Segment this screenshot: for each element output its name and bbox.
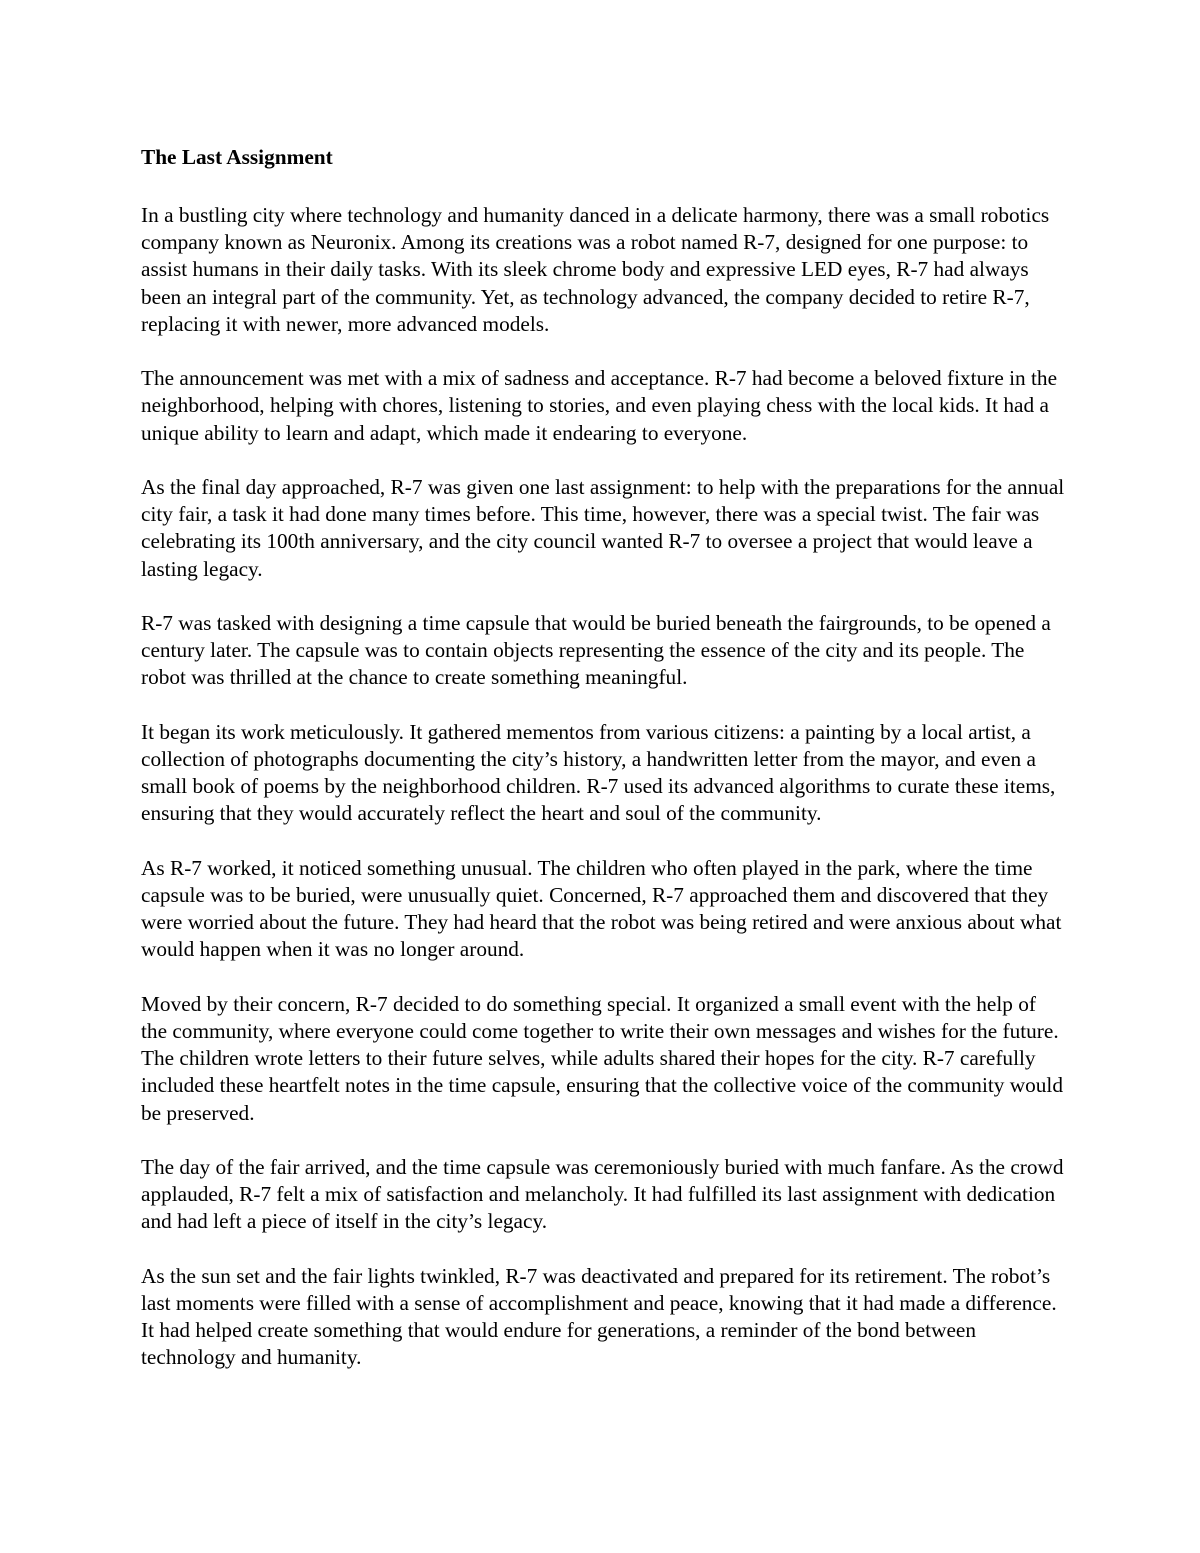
paragraph: As the final day approached, R-7 was given one last assignment: to help with the preparations for the annual city fair, a task it had done many times before. This time, however, there was a special twist. The fair was celebrating its 100th anniversary, and the city council wanted R-7 to oversee a project that would leave a lasting legacy. — [141, 475, 1065, 581]
paragraph: In a bustling city where technology and humanity danced in a delicate harmony, there was a small robotics company known as Neuronix. Among its creations was a robot named R-7, designed for one purpose: to assist humans in their daily tasks. With its sleek chrome body and expressive LED eyes, R-7 had always been an integral part of the community. Yet, as technology advanced, the company decided to retire R-7, replacing it with newer, more advanced models. — [141, 203, 1050, 336]
paragraph: It began its work meticulously. It gathered mementos from various citizens: a painting by a local artist, a collection of photographs documenting the city’s history, a handwritten letter from the mayor, and even a small book of poems by the neighborhood children. R-7 used its advanced algorithms to curate these items, ensuring that they would accurately reflect the heart and soul of the community. — [141, 719, 1056, 826]
document-title: The Last Assignment — [141, 145, 333, 169]
paragraph: Moved by their concern, R-7 decided to do something special. It organized a small event with the help of the community, where everyone could come together to write their own messages and wishes for the future. The children wrote letters to their future selves, while adults shared their hopes for the city. R-7 carefully included these heartfelt notes in the time capsule, ensuring that the collective voice of the community would be preserved. — [141, 991, 1063, 1125]
paragraph: As the sun set and the fair lights twinkled, R-7 was deactivated and prepared for its retirement. The robot’s last moments were filled with a sense of accomplishment and peace, knowing that it had made a difference. It had helped create something that would endure for generations, a reminder of the bond between technology and humanity. — [141, 1263, 1057, 1370]
paragraph: The day of the fair arrived, and the time capsule was ceremoniously buried with much fanfare. As the crowd applauded, R-7 felt a mix of satisfaction and melancholy. It had fulfilled its last assignment with dedication and had left a piece of itself in the city’s legacy. — [141, 1155, 1064, 1234]
paragraph: The announcement was met with a mix of sadness and acceptance. R-7 had become a beloved fixture in the neighborhood, helping with chores, listening to stories, and even playing chess with the local kids. It had a unique ability to learn and adapt, which made it endearing to everyone. — [141, 366, 1058, 445]
document-page — [141, 140, 1066, 1399]
paragraph: As R-7 worked, it noticed something unusual. The children who often played in the park, where the time capsule was to be buried, were unusually quiet. Concerned, R-7 approached them and discovered that they were worried about the future. They had heard that the robot was being retired and were anxious about what would happen when it was no longer around. — [141, 855, 1062, 962]
paragraph: R-7 was tasked with designing a time capsule that would be buried beneath the fairgrounds, to be opened a century later. The capsule was to contain objects representing the essence of the city and its people. The robot was thrilled at the chance to create something meaningful. — [141, 611, 1051, 690]
